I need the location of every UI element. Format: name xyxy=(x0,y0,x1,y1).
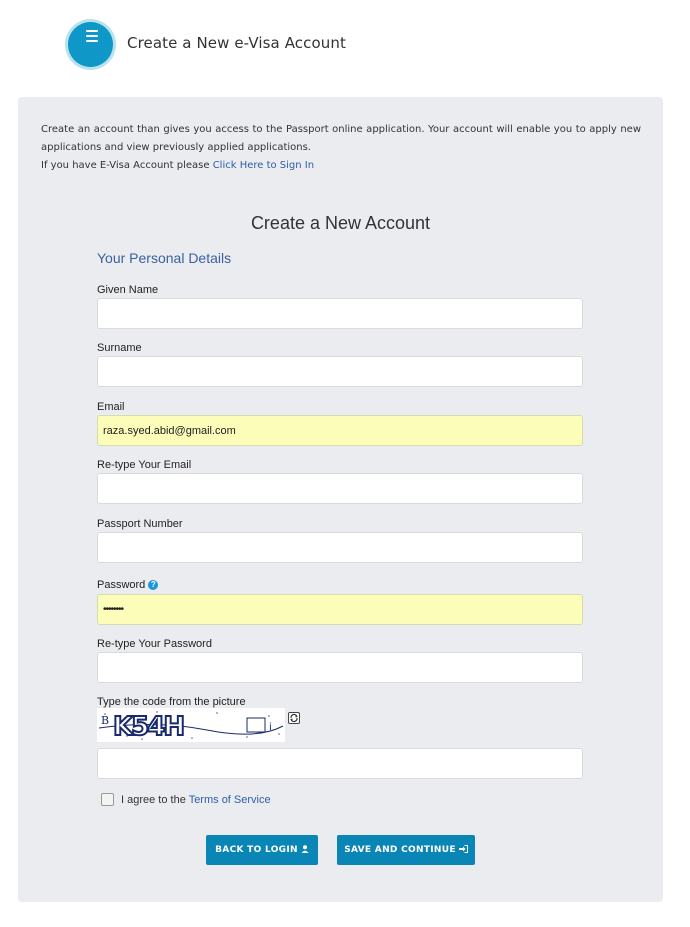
passport-number-label: Passport Number xyxy=(97,518,183,530)
retype-password-input[interactable] xyxy=(97,652,583,683)
save-and-continue-label: SAVE AND CONTINUE xyxy=(344,845,456,855)
retype-email-label: Re-type Your Email xyxy=(97,459,192,471)
agree-prefix: I agree to the xyxy=(121,794,186,806)
password-label: Password xyxy=(97,579,146,591)
email-input[interactable] xyxy=(97,415,583,446)
svg-text:K54H: K54H xyxy=(113,712,184,742)
back-to-login-button[interactable] xyxy=(206,835,318,865)
terms-of-service-link[interactable]: Terms of Service xyxy=(188,794,271,806)
given-name-label: Given Name xyxy=(97,284,159,296)
password-input[interactable]: •••••••• xyxy=(97,594,583,625)
intro-description: Create an account than gives you access to the Passport online application. Your account will enable you to apply new applications and view previously applied applications. xyxy=(41,124,641,153)
form-title: Create a New Account xyxy=(250,213,431,233)
captcha-input[interactable] xyxy=(97,748,583,779)
sign-in-icon xyxy=(459,835,468,865)
signin-prefix: If you have E-Visa Account please xyxy=(41,160,210,171)
menu-button[interactable] xyxy=(65,19,116,70)
hamburger-menu-icon xyxy=(68,22,113,67)
passport-number-input[interactable] xyxy=(97,532,583,563)
email-label: Email xyxy=(97,401,125,413)
page-header xyxy=(0,0,690,90)
page-title: Create a New e-Visa Account xyxy=(127,34,346,52)
surname-label: Surname xyxy=(97,342,142,354)
captcha-label: Type the code from the picture xyxy=(97,696,246,708)
help-icon[interactable]: ? xyxy=(148,580,158,590)
refresh-captcha-icon[interactable] xyxy=(288,712,300,724)
save-and-continue-button[interactable] xyxy=(337,835,475,865)
svg-text:B: B xyxy=(101,714,110,727)
password-label-row xyxy=(97,579,158,591)
retype-password-label: Re-type Your Password xyxy=(97,638,212,650)
given-name-input[interactable] xyxy=(97,298,583,329)
terms-checkbox[interactable] xyxy=(101,793,114,806)
svg-text:i: i xyxy=(269,722,272,733)
back-to-login-label: BACK TO LOGIN xyxy=(215,845,298,855)
intro-text xyxy=(41,121,641,175)
captcha-image xyxy=(97,708,285,742)
terms-agree-text xyxy=(121,794,271,806)
section-title: Your Personal Details xyxy=(97,250,232,266)
signin-link[interactable]: Click Here to Sign In xyxy=(212,160,315,171)
registration-panel xyxy=(18,97,663,902)
user-icon xyxy=(301,835,309,865)
retype-email-input[interactable] xyxy=(97,473,583,504)
surname-input[interactable] xyxy=(97,356,583,387)
